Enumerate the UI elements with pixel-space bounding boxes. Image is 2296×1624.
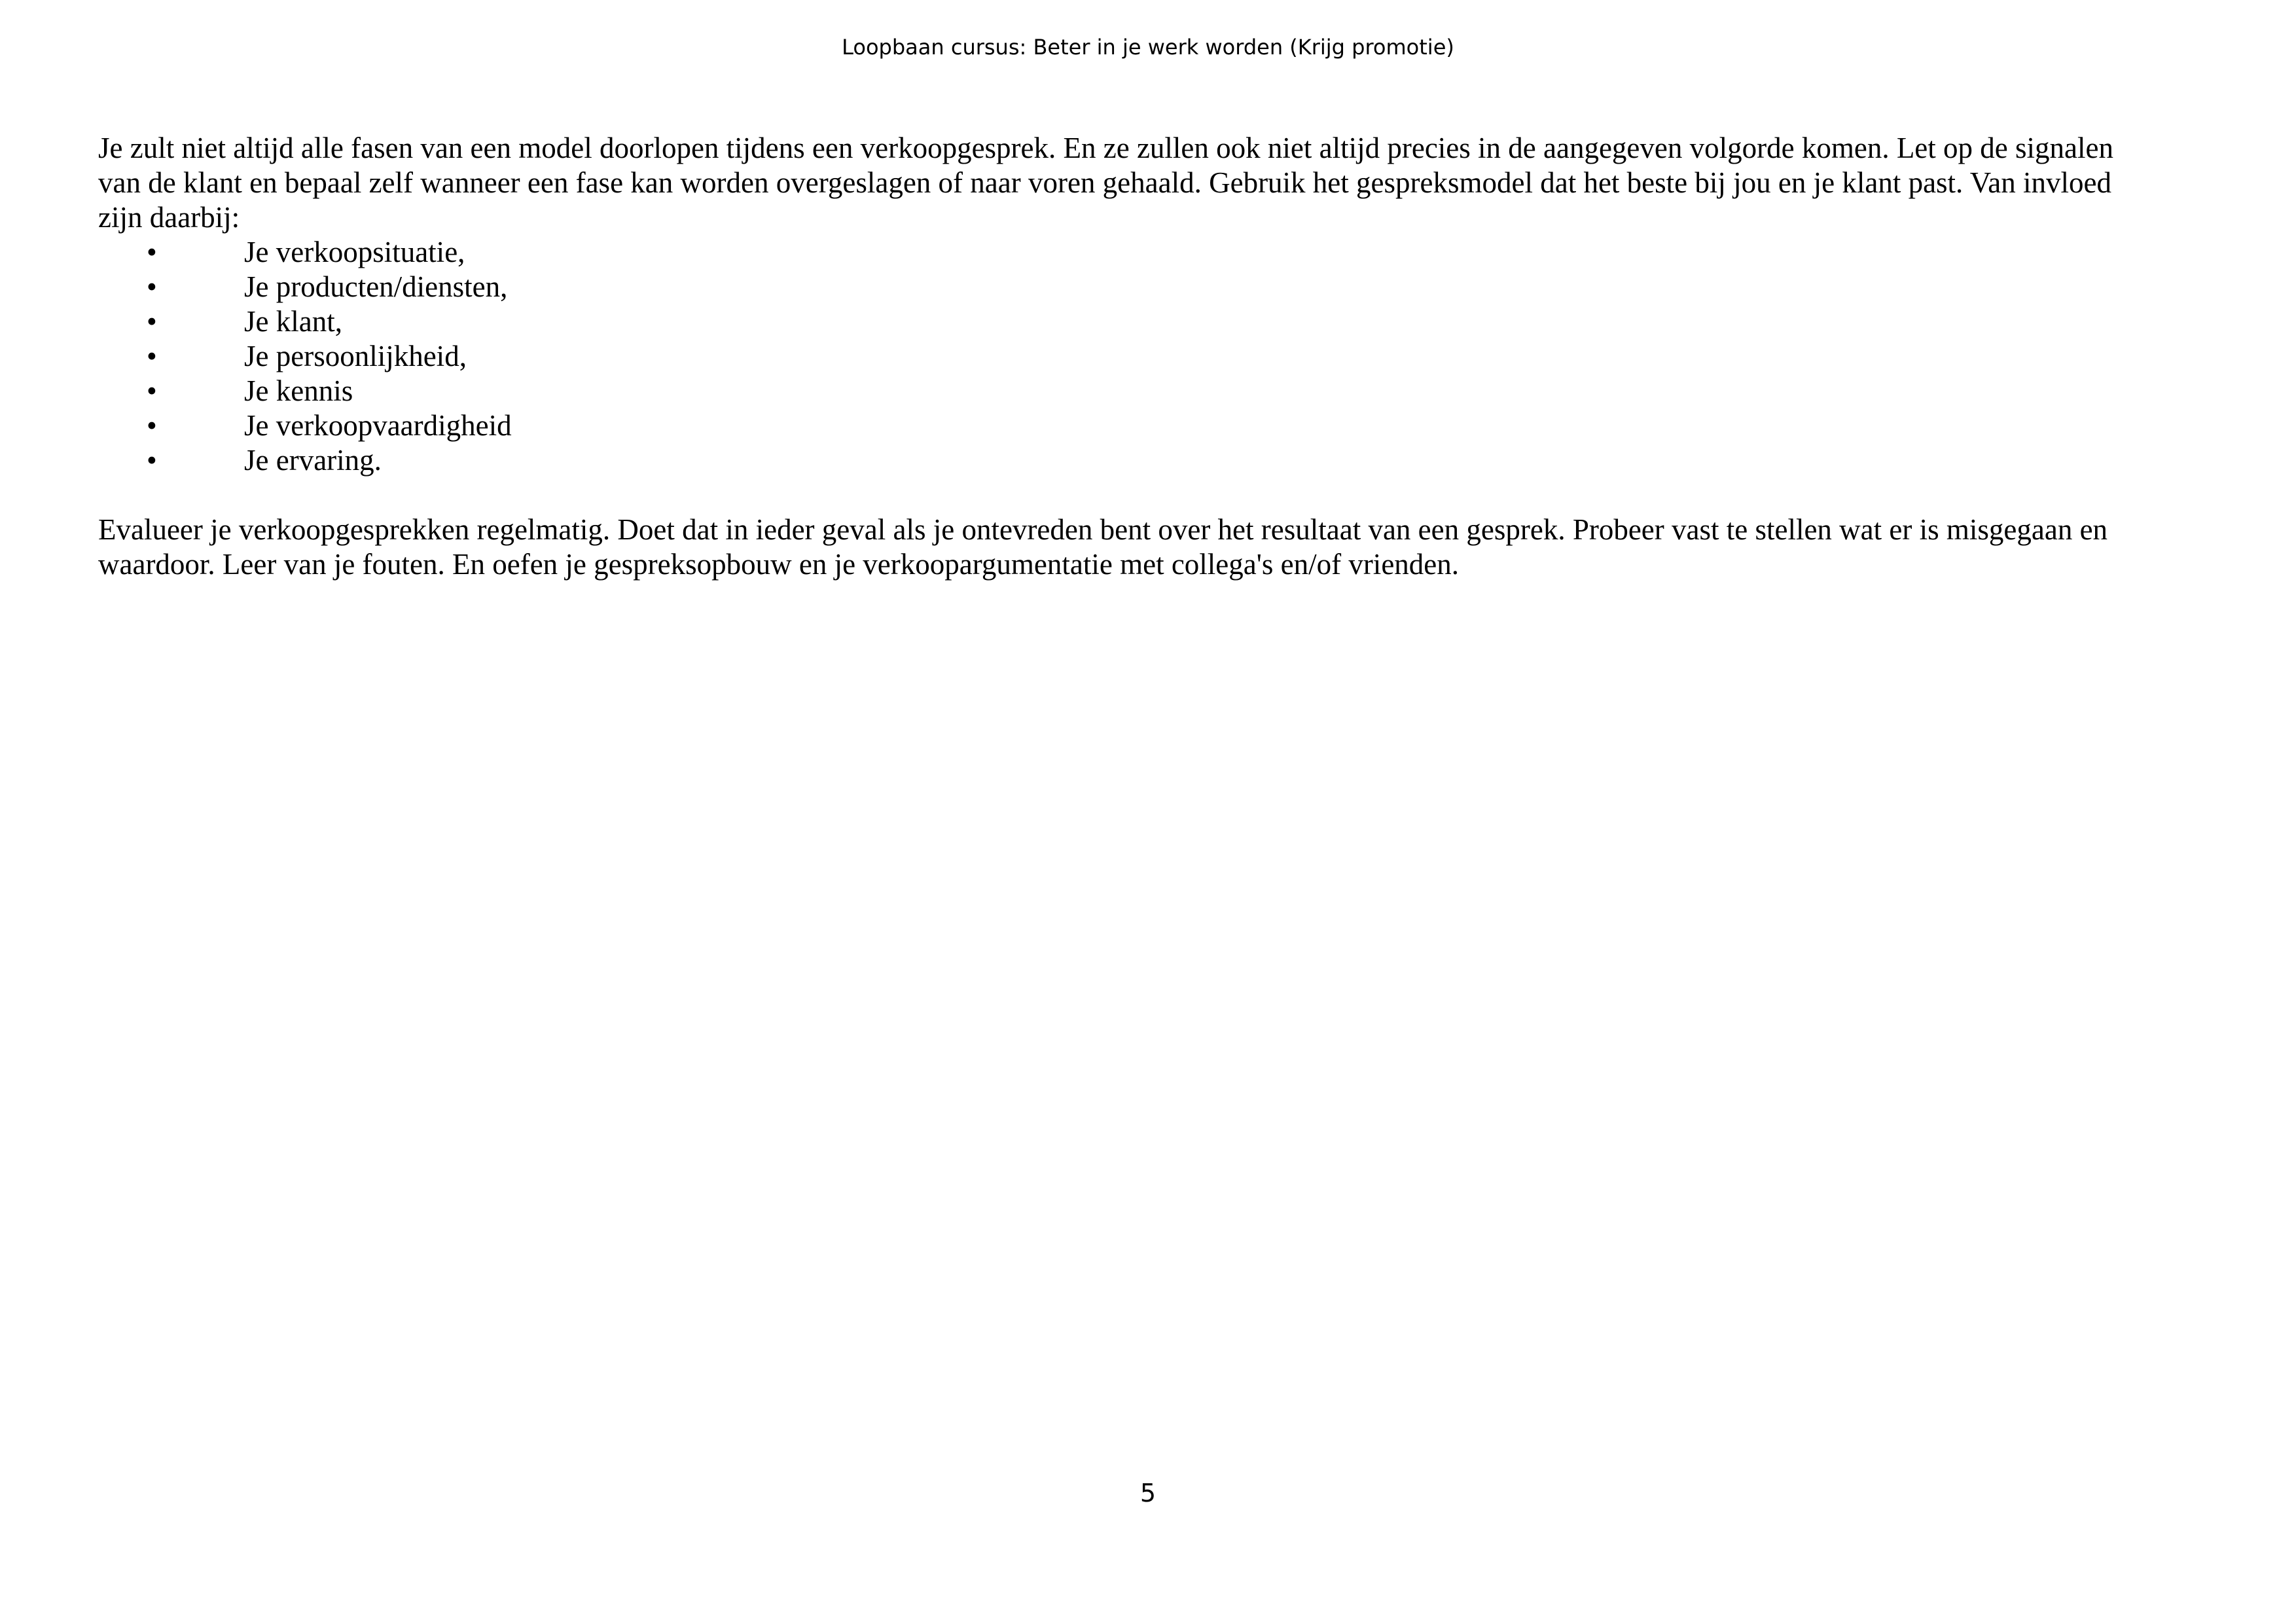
list-item <box>98 235 2179 270</box>
document-body <box>98 131 2179 582</box>
list-item <box>98 270 2179 304</box>
list-item-text: Je persoonlijkheid, <box>244 340 467 372</box>
bullet-icon: • <box>147 236 157 268</box>
bullet-icon: • <box>147 340 157 372</box>
bullet-icon: • <box>147 409 157 442</box>
list-item-text: Je verkoopsituatie, <box>244 236 465 268</box>
paragraph-spacer <box>98 478 2179 513</box>
intro-line: Je zult niet altijd alle fasen van een model doorlopen tijdens een verkoopgesprek. En ze zullen ook niet altijd precies in de aangegeven volgorde komen. Let op de signalen <box>98 132 2113 164</box>
page-header-title: Loopbaan cursus: Beter in je werk worden (Krijg promotie) <box>842 35 1454 60</box>
list-item-text: Je kennis <box>244 374 353 407</box>
list-item <box>98 339 2179 374</box>
page-number: 5 <box>1139 1479 1157 1507</box>
closing-line: waardoor. Leer van je fouten. En oefen je gespreksopbouw en je verkoopargumentatie met collega's en/of vrienden. <box>98 548 1460 581</box>
intro-line: van de klant en bepaal zelf wanneer een fase kan worden overgeslagen of naar voren gehaald. Gebruik het gespreksmodel dat het beste bij jou en je klant past. Van invloed <box>98 166 2111 199</box>
bullet-icon: • <box>147 305 157 338</box>
intro-line: zijn daarbij: <box>98 201 240 234</box>
list-item <box>98 443 2179 478</box>
bullet-icon: • <box>147 374 157 407</box>
list-item-text: Je verkoopvaardigheid <box>244 409 512 442</box>
list-item-text: Je ervaring. <box>244 444 382 477</box>
list-item <box>98 304 2179 339</box>
list-item-text: Je klant, <box>244 305 342 338</box>
influence-factors-list <box>98 235 2179 478</box>
bullet-icon: • <box>147 270 157 303</box>
intro-paragraph <box>98 131 2179 235</box>
bullet-icon: • <box>147 444 157 477</box>
closing-paragraph <box>98 513 2179 582</box>
list-item <box>98 408 2179 443</box>
list-item-text: Je producten/diensten, <box>244 270 508 303</box>
list-item <box>98 374 2179 408</box>
closing-line: Evalueer je verkoopgesprekken regelmatig. Doet dat in ieder geval als je ontevreden bent over het resultaat van een gesprek. Probeer vast te stellen wat er is misgegaan en <box>98 513 2108 546</box>
